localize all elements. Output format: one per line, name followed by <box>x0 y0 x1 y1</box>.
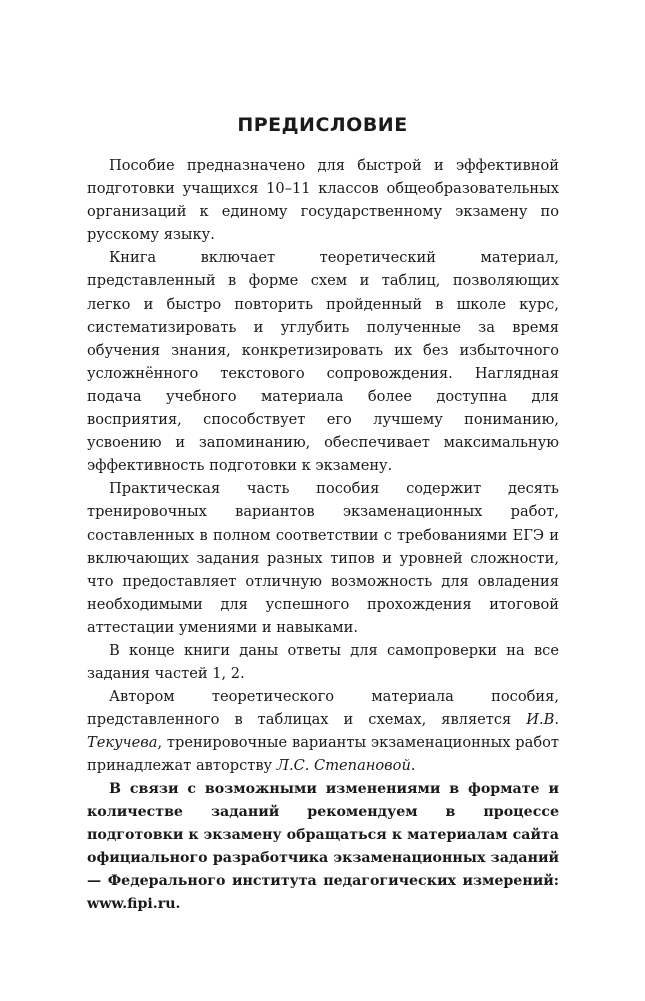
authors-text-part3: . <box>410 757 416 775</box>
paragraph-practice: Практическая часть пособия содержит десять тренировочных вариантов экзаменационных работ, составленных в полном соответствии с требованиями ЕГЭ и включающих задания разных типов и уровней сложности, что предоставляет отличную возможность для овладения необходимыми для успешного прохождения итоговой аттестации умениями и навыками. <box>87 480 559 636</box>
authors-text-part1: Автором теоретического материала пособия, представленного в таблицах и схемах, является <box>87 688 559 729</box>
paragraph-answers: В конце книги даны ответы для самопроверки на все задания частей 1, 2. <box>87 641 559 683</box>
author-theory: И.В. Текучева <box>87 711 559 752</box>
authors-text-part2: , тренировочные варианты экзаменационных работ принадлежат авторству <box>87 734 559 775</box>
paragraph-theory: Книга включает теоретический материал, представленный в форме схем и таблиц, позволяющих легко и быстро повторить пройденный в школе курс, систематизировать и углубить полученные за время обучения знания, конкретизировать их без избыточного усложнённого текстового сопровождения. Наглядная подача учебного материала более доступна для восприятия, способствует его лучшему пониманию, усвоению и запоминанию, обеспечивает максимальную эффективность подготовки к экзамену. <box>87 249 559 475</box>
paragraph-authors <box>87 685 559 777</box>
page-title: ПРЕДИСЛОВИЕ <box>237 114 408 136</box>
author-practice: Л.С. Степановой <box>276 757 411 775</box>
paragraph-fipi-note: В связи с возможными изменениями в формате и количестве заданий рекомендуем в процессе подготовки к экзамену обращаться к материалам сайта официального разработчика экзаменационных заданий — Федерального института педагогических измерений: www.fipi.ru. <box>87 780 559 912</box>
preface-body <box>87 154 559 916</box>
paragraph-purpose: Пособие предназначено для быстрой и эффективной подготовки учащихся 10–11 классов общеобразовательных организаций к единому государственному экзамену по русскому языку. <box>87 157 559 244</box>
